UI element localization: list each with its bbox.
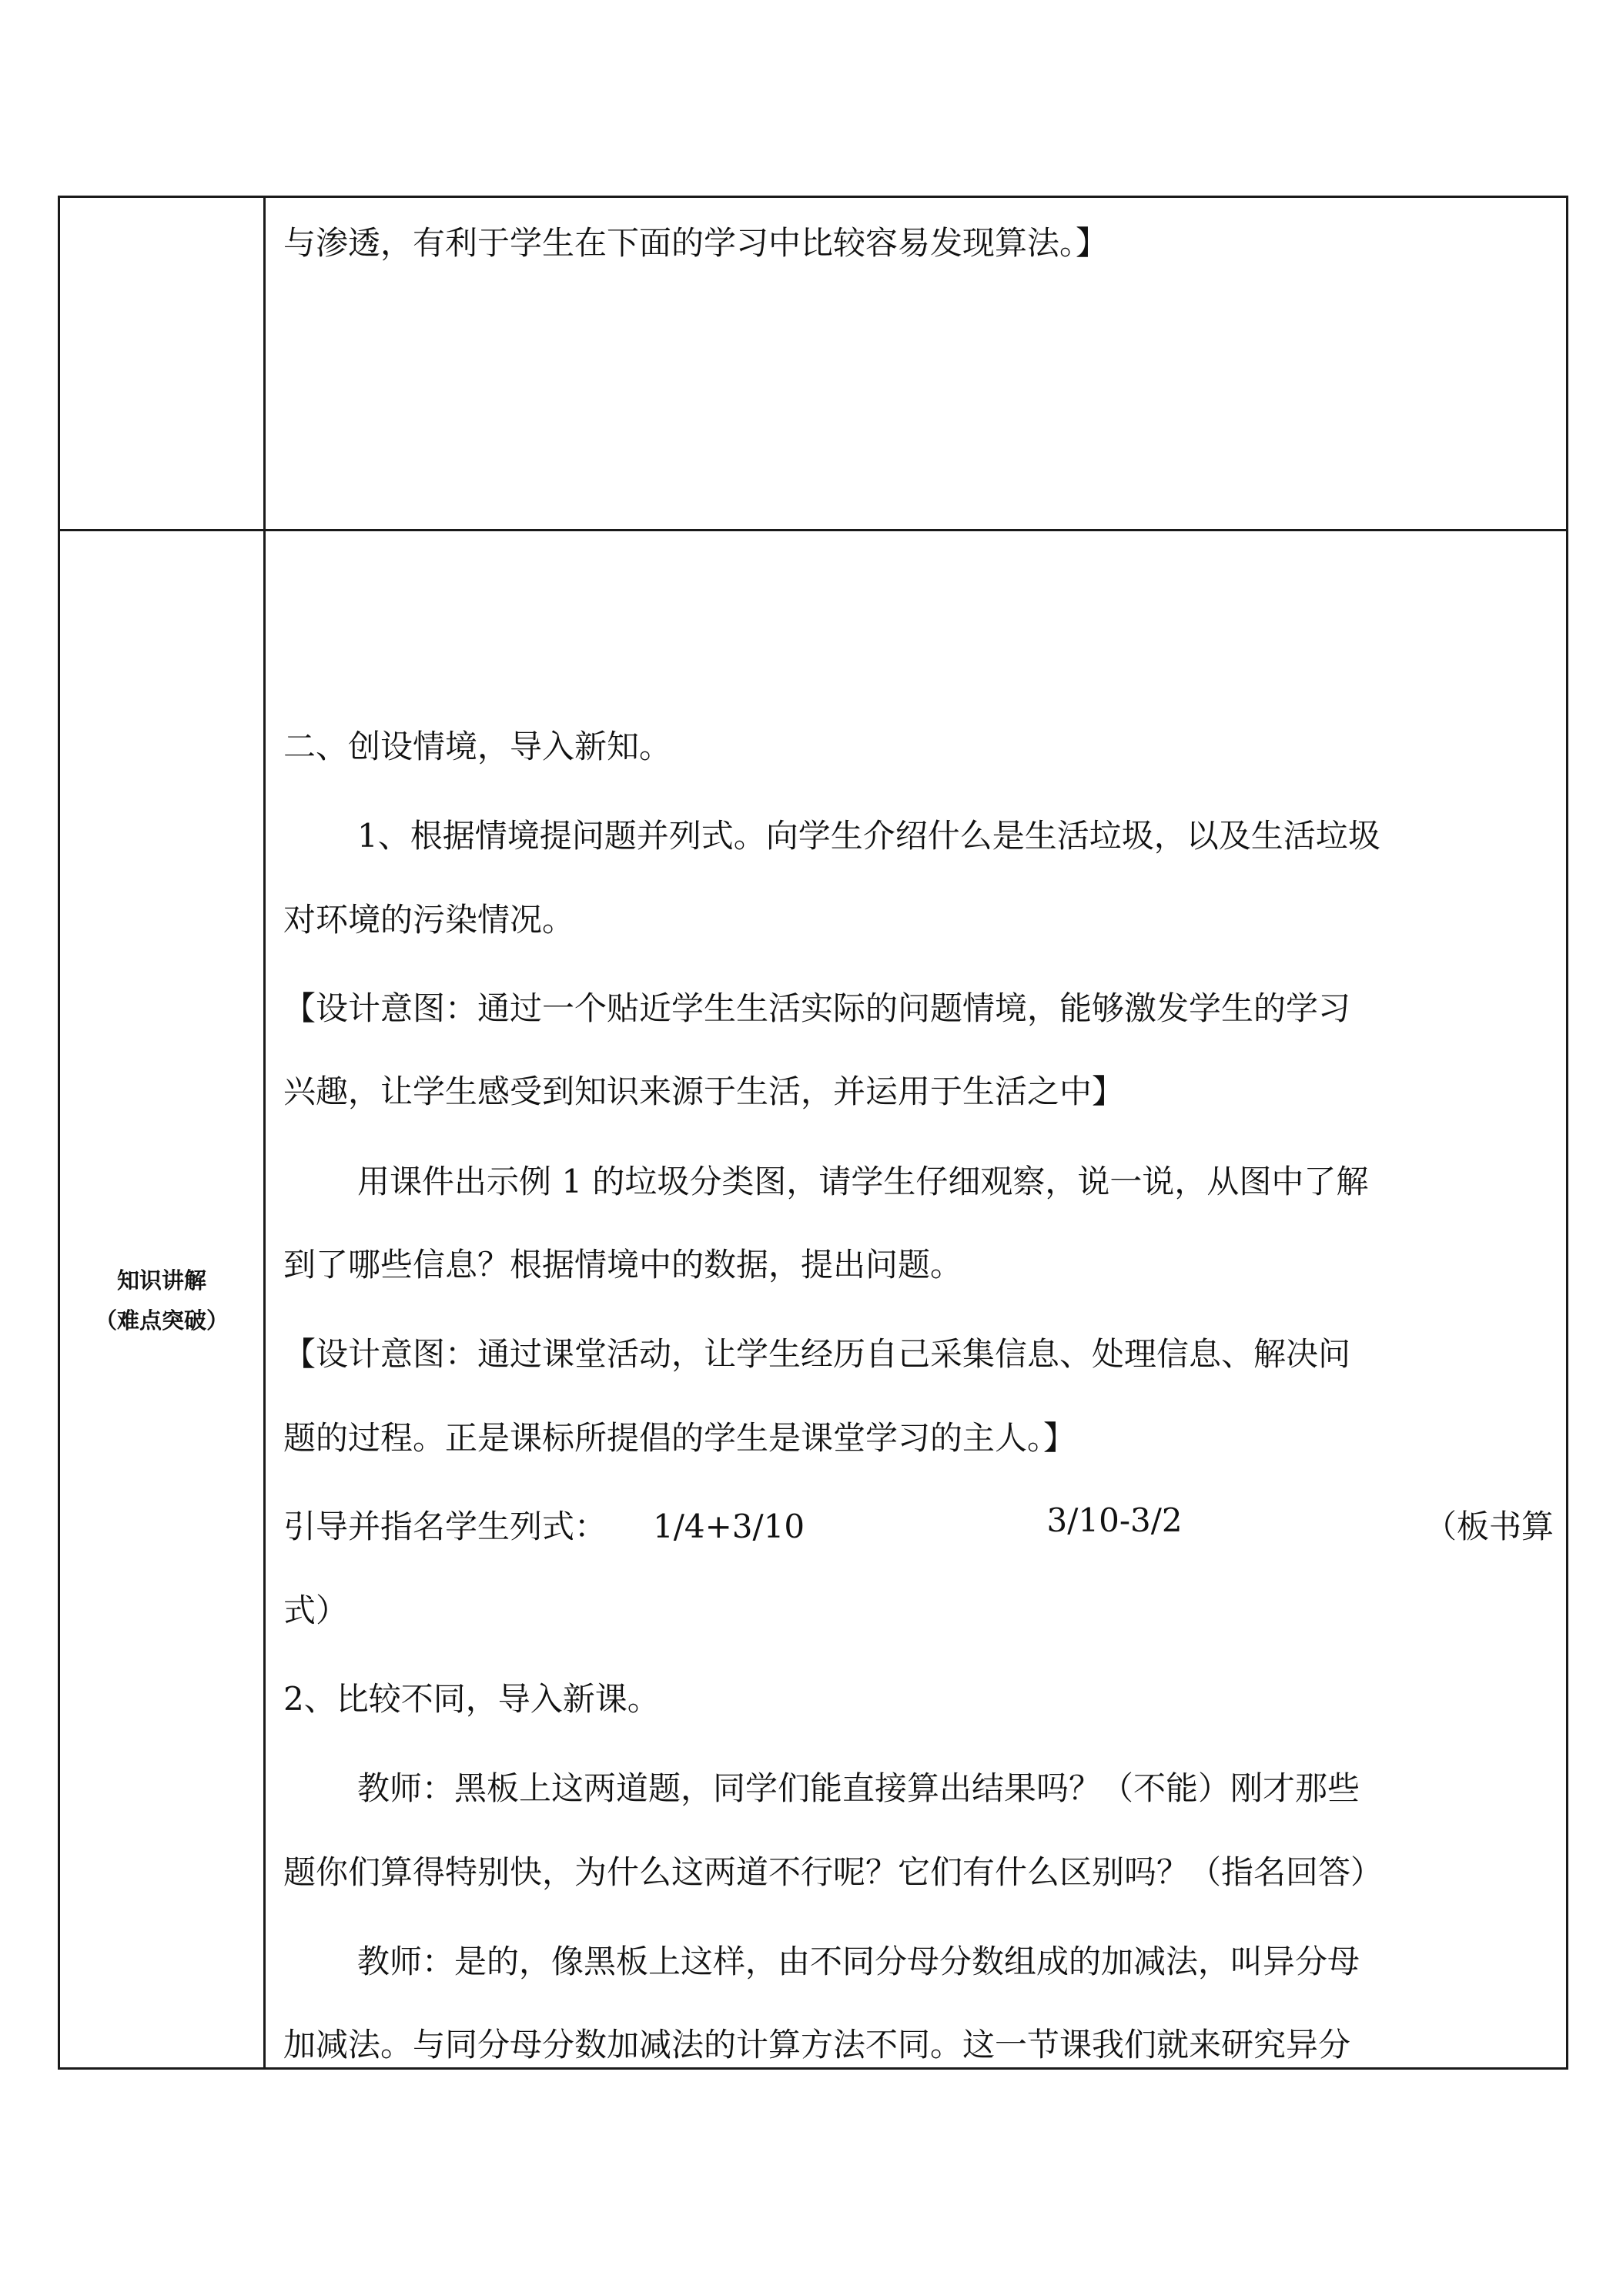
text-line: 与渗透，有利于学生在下面的学习中比较容易发现算法。】 — [283, 224, 1109, 262]
formula-expr-2: 3/10-3/2 — [1046, 1501, 1183, 1539]
text-line: 对环境的污染情况。 — [283, 901, 575, 939]
design-intent-line: 【设计意图：通过课堂活动，让学生经历自己采集信息、处理信息、解决问 — [283, 1335, 1351, 1373]
section-label-title: 知识讲解 — [116, 1267, 206, 1294]
formula-lead — [283, 1501, 805, 1548]
text-line: 加减法。与同分母分数加减法的计算方法不同。这一节课我们就来研究异分 — [283, 2026, 1351, 2063]
text-line: 式） — [283, 1591, 349, 1629]
heading-line: 2、比较不同，导入新课。 — [283, 1680, 660, 1718]
text-line: 到了哪些信息？根据情境中的数据，提出问题。 — [283, 1246, 963, 1284]
design-intent-line: 题的过程。正是课标所提倡的学生是课堂学习的主人。】 — [283, 1419, 1076, 1457]
formula-lead-text: 引导并指名学生列式： — [283, 1508, 607, 1545]
text-line: 教师：是的，像黑板上这样，由不同分母分数组成的加减法，叫异分母 — [357, 1943, 1360, 1980]
text-line: 教师：黑板上这两道题，同学们能直接算出结果吗？（不能）刚才那些 — [357, 1769, 1360, 1807]
text-line: 1、根据情境提问题并列式。向学生介绍什么是生活垃圾，以及生活垃圾 — [357, 817, 1380, 855]
row-divider — [60, 529, 1566, 531]
text-line: 用课件出示例 1 的垃圾分类图，请学生仔细观察，说一说，从图中了解 — [357, 1163, 1369, 1200]
formula-note: （板书算 — [1424, 1508, 1554, 1545]
design-intent-line: 【设计意图：通过一个贴近学生生活实际的问题情境，能够激发学生的学习 — [283, 989, 1351, 1027]
section-label — [60, 531, 263, 2070]
design-intent-line: 兴趣，让学生感受到知识来源于生活，并运用于生活之中】 — [283, 1073, 1125, 1110]
lesson-table — [58, 196, 1568, 2070]
formula-row — [283, 1501, 1554, 1548]
formula-expr-1: 1/4+3/10 — [653, 1508, 805, 1545]
heading-line: 二、创设情境，导入新知。 — [283, 728, 672, 765]
column-divider — [263, 198, 266, 2067]
text-line: 题你们算得特别快，为什么这两道不行呢？它们有什么区别吗？（指名回答） — [283, 1853, 1384, 1891]
section-label-subtitle: （难点突破） — [94, 1307, 229, 1334]
